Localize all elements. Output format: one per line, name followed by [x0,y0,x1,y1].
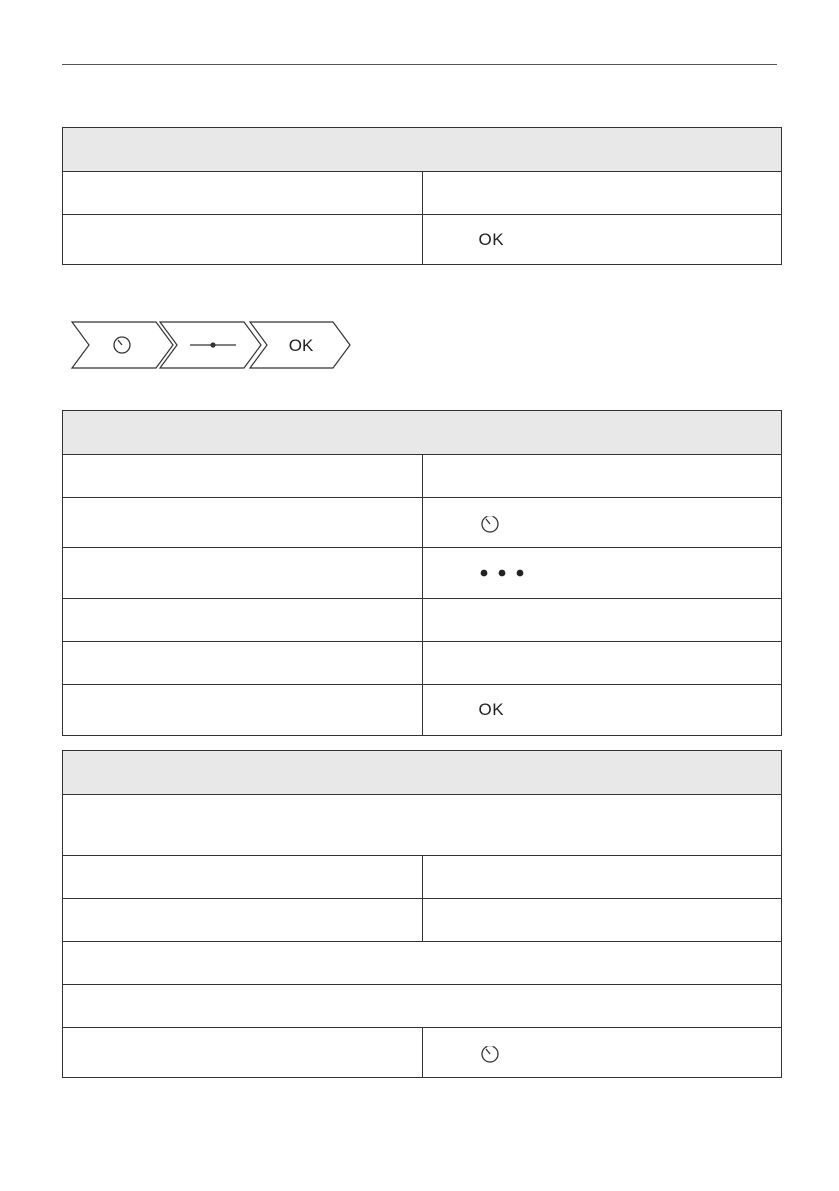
timer-icon [479,1042,501,1064]
step-cell [63,685,423,736]
text-cell [422,642,782,685]
table-row [63,548,782,599]
table-3 [62,750,782,1078]
table-2 [62,410,782,736]
table-row [63,455,782,498]
text-cell [422,899,782,942]
header-rule [62,64,777,65]
table-row [63,599,782,642]
table-row [63,856,782,899]
note-cell [63,985,782,1028]
table-row [63,172,782,215]
table-note-row [63,985,782,1028]
step-cell [63,899,423,942]
text-cell [422,172,782,215]
flow-step-timer [72,322,173,368]
table-2-title [63,411,782,455]
table-row [63,1028,782,1078]
table-row [63,642,782,685]
text-cell [422,455,782,498]
ok-icon: OK [478,700,505,719]
flow-step-ok [250,322,350,368]
timer-icon [479,512,501,534]
flow-step-line [160,322,261,368]
text-cell [422,548,782,599]
ok-icon: OK [478,229,505,249]
text-cell [422,1028,782,1078]
step-flow [70,321,352,369]
table-row [63,685,782,736]
step-cell [63,455,423,498]
table-row [63,215,782,265]
more-dots-icon [479,568,525,578]
note-cell [63,942,782,985]
text-cell [422,215,782,265]
table-note-row [63,942,782,985]
step-cell [63,856,423,899]
table-row [63,498,782,548]
step-cell [63,498,423,548]
step-cell [63,172,423,215]
step-cell [63,1028,423,1078]
table-1-title [63,128,782,172]
text-cell [422,599,782,642]
table-3-title [63,751,782,795]
text-cell [422,498,782,548]
step-cell [63,215,423,265]
table-row [63,899,782,942]
text-cell [422,856,782,899]
step-cell [63,642,423,685]
step-cell [63,599,423,642]
table-1 [62,127,782,265]
ok-label: OK [288,336,314,355]
table-intro-row [63,795,782,856]
step-cell [63,548,423,599]
intro-cell [63,795,782,856]
text-cell [422,685,782,736]
